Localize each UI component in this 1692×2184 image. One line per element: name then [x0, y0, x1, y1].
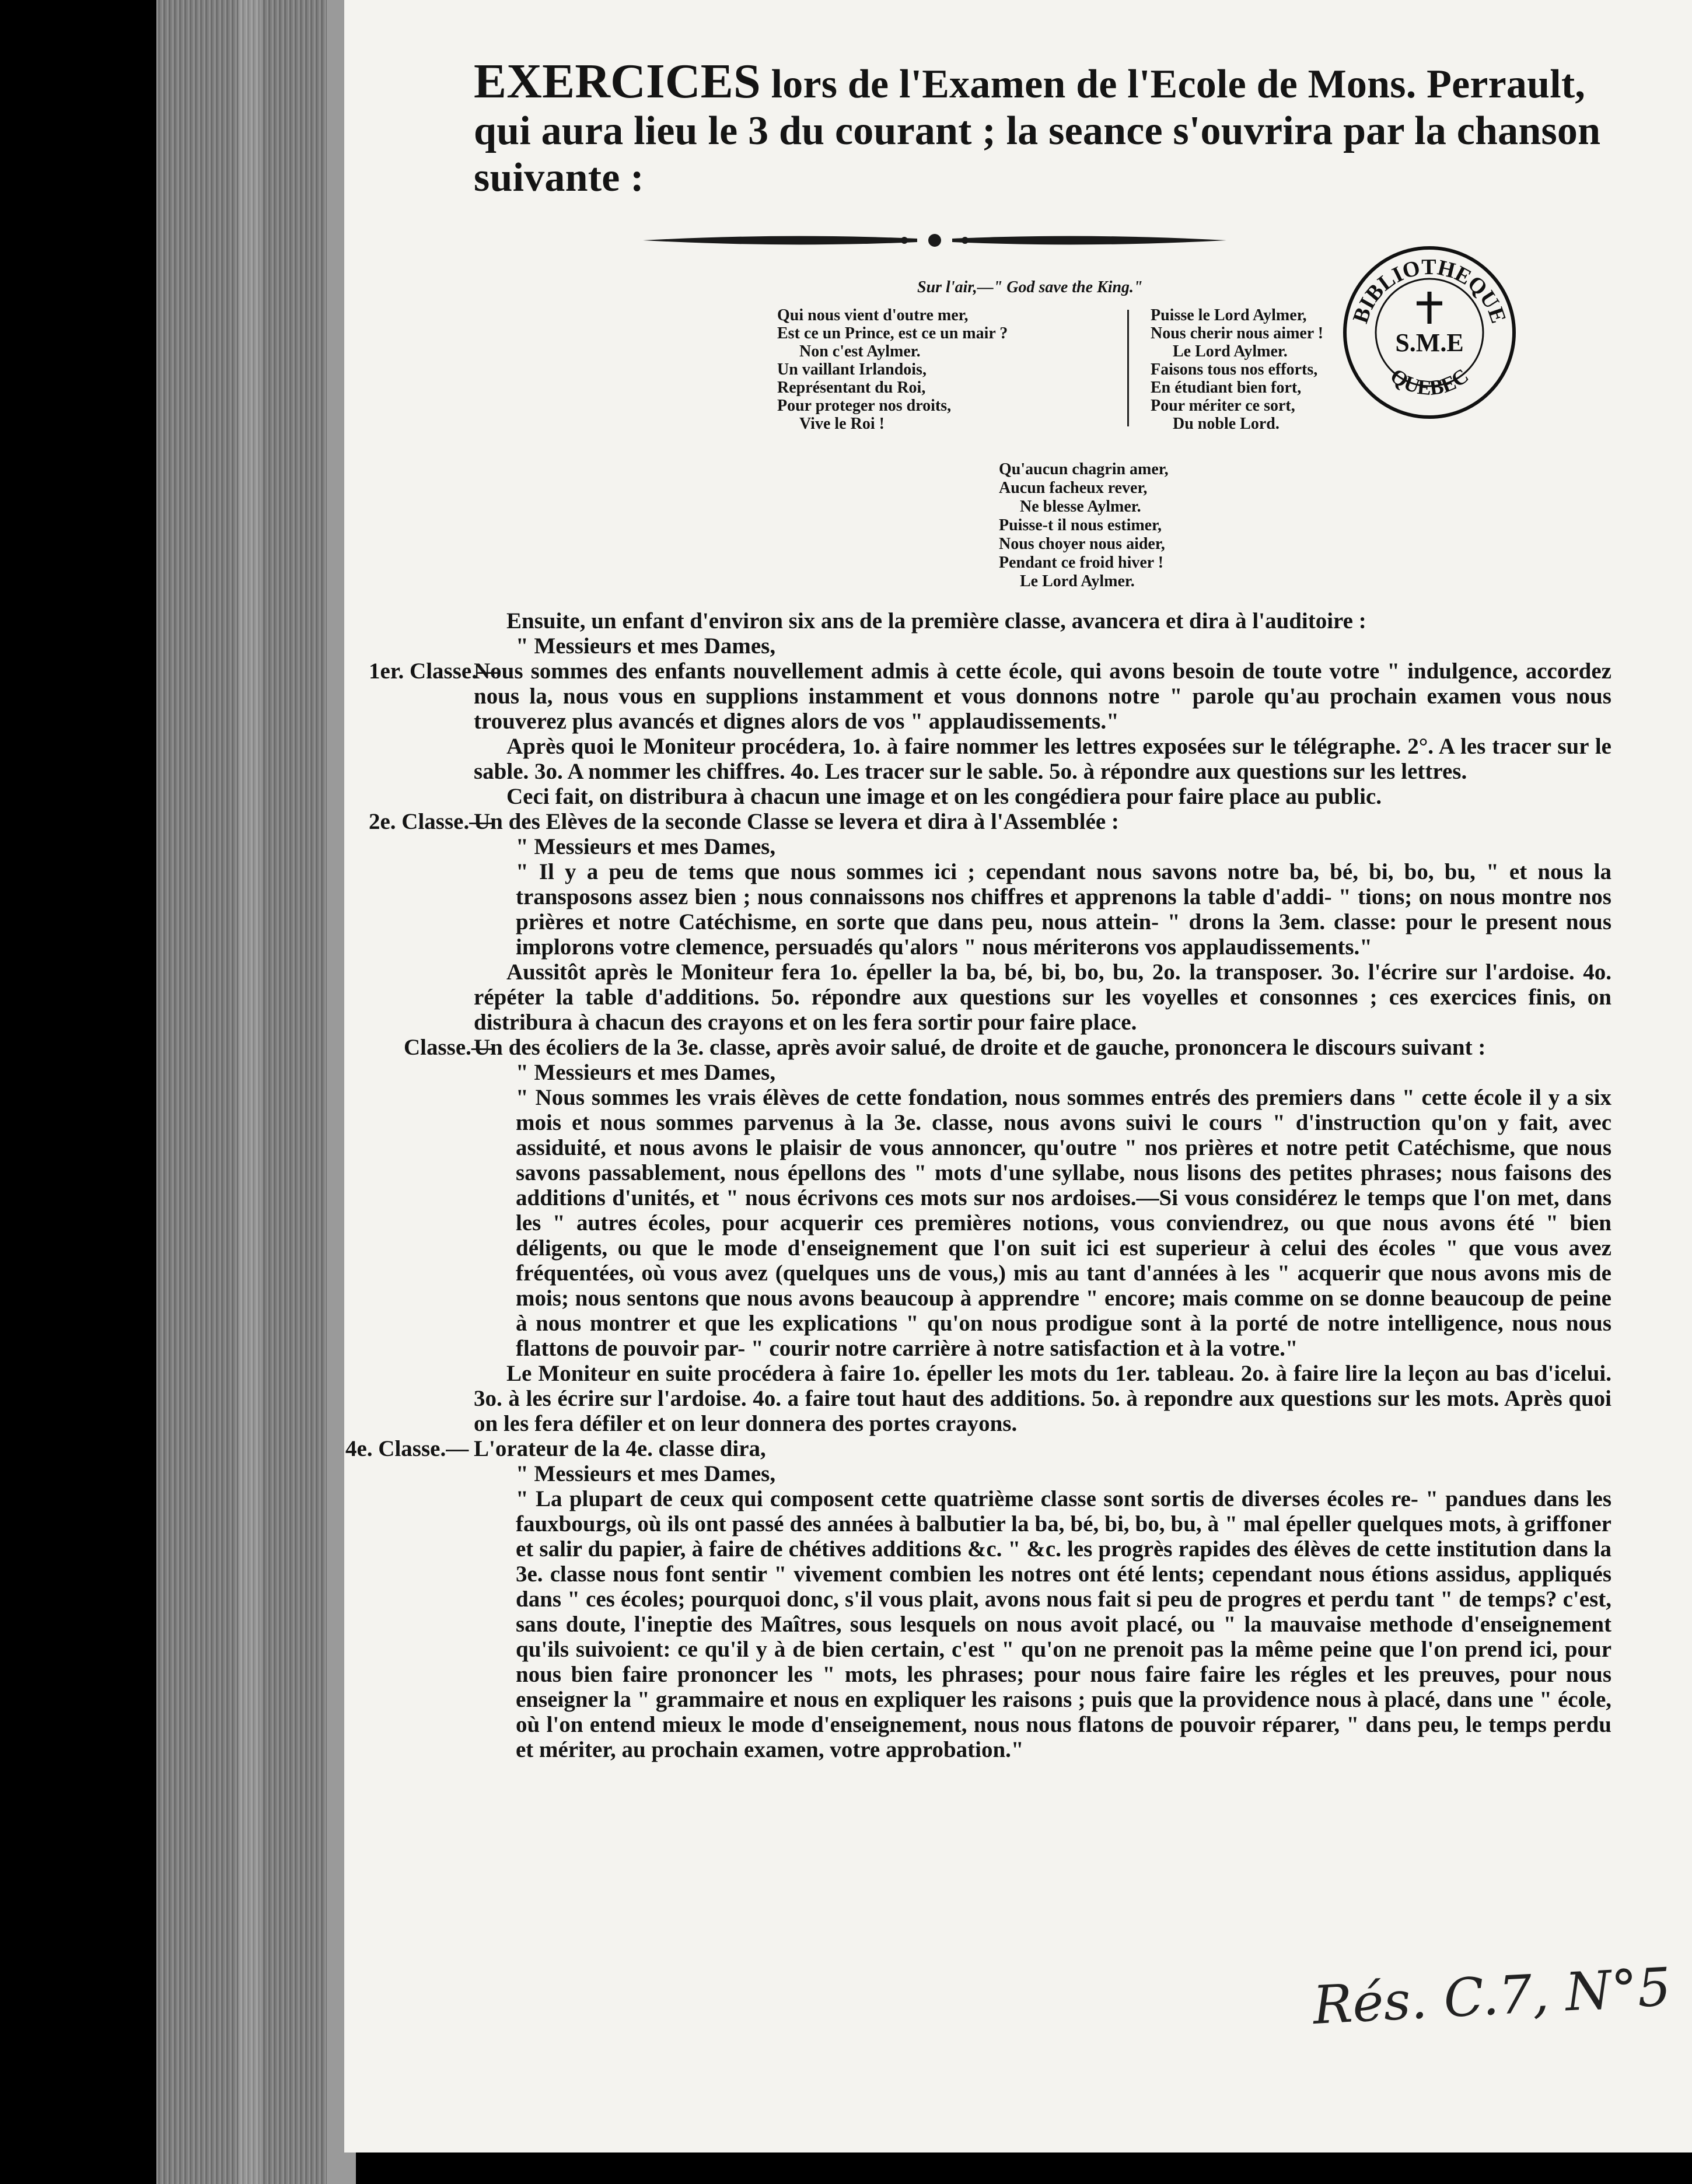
- stamp-bottom-text: QUEBEC: [1386, 363, 1473, 400]
- class-2-intro: [369, 809, 1611, 834]
- verse-line: Nous cherir nous aimer !: [1151, 324, 1324, 342]
- speech-opening: " Messieurs et mes Dames,: [516, 1461, 776, 1486]
- shelfmark: Rés. C.7, N°5: [1311, 1957, 1673, 2036]
- verse-line: Le Lord Aylmer.: [1173, 342, 1288, 360]
- stamp-center-text: S.M.E: [1395, 328, 1464, 357]
- class-3-intro-text: Un des écoliers de la 3e. classe, après avoir salué, de droite et de gauche, prononcera le discours suivant :: [474, 1035, 1486, 1060]
- speech-opening: " Messieurs et mes Dames,: [516, 834, 776, 859]
- verse-line: Est ce un Prince, est ce un mair ?: [777, 324, 1008, 342]
- library-stamp: [1342, 245, 1517, 420]
- verse-line: Ne blesse Aylmer.: [1020, 498, 1141, 516]
- verse-line: Le Lord Aylmer.: [1020, 572, 1135, 590]
- class-3-speech: " Nous sommes les vrais élèves de cette fondation, nous sommes entrés des premiers dans " cette école il y a six mois et nous sommes parvenus à la 3e. classe, nous avons suivi le cours " d'instruction qu'on y fait, avec assiduité, et nous avons le plaisir de vous annoncer, qu'outre " nos prières et notre petit Catéchisme, que nous savons passablement, nous épellons des " mots d'une syllabe, nous lisons des petites phrases; nous faisons des additions d'unités, et " nous écrivons ces mots sur nos ardoises.—Si vous considérez le temps que l'on met, dans les " autres écoles, pour acquerir ces premières notions, vous conviendrez, ou que nous avons été " bien déligents, ou que le mode d'enseignement que l'on suit ici est superieur à celui des écoles " que vous avez fréquentées, où vous avez (quelques uns de vous,) mis au tant d'années à les " acquerir que nous avons mis de mois; nous sentons que nous avons beaucoup à apprendre " encore; mais comme on se donne beaucoup de peine à nous montrer et que les explications " qu'on nous prodigue sont à la porté de notre intelligence, nous nous flattons de pouvoir par- " courir notre carrière à notre satisfaction et à la votre.": [516, 1085, 1611, 1361]
- class-4-intro-text: L'orateur de la 4e. classe dira,: [474, 1436, 766, 1461]
- song-air: Sur l'air,—" God save the King.": [917, 278, 1143, 296]
- verse-line: Puisse le Lord Aylmer,: [1151, 306, 1307, 324]
- song-verse-left: [777, 306, 1008, 433]
- verse-line: Vive le Roi !: [799, 415, 885, 433]
- book-spine: [156, 0, 343, 2184]
- speech-opening: " Messieurs et mes Dames,: [516, 634, 776, 659]
- ornament-rule-graphic: [637, 230, 1232, 250]
- verse-line: Aucun facheux rever,: [999, 479, 1148, 497]
- paragraph-moniteur-1: Après quoi le Moniteur procédera, 1o. à faire nommer les lettres exposées sur le télégraphe. 2°. A les tracer sur le sable. 3o. A nommer les chiffres. 4o. Les tracer sur le sable. 5o. à répondre aux questions sur les lettres.: [474, 734, 1611, 784]
- verse-line: Du noble Lord.: [1173, 415, 1280, 433]
- library-stamp-graphic: [1342, 245, 1517, 420]
- verse-line: Représentant du Roi,: [777, 379, 926, 397]
- heading-lead: EXERCICES: [474, 54, 761, 108]
- paragraph-moniteur-2: Aussitôt après le Moniteur fera 1o. épeller la ba, bé, bi, bo, bu, 2o. la transposer. 3o. l'écrire sur l'ardoise. 4o. répéter la table d'additions. 5o. répondre aux questions sur les voyelles et consonnes ; ces exercices finis, on distribura à chacun des crayons et on les fera sortir pour faire place.: [474, 960, 1611, 1035]
- class-2-speech: " Il y a peu de tems que nous sommes ici ; cependant nous savons notre ba, bé, bi, bo, bu, " et nous la transposons assez bien ; nous connaissons nos chiffres et apprenons la table d'addi- " tions; on nous montre nos prières et notre Catéchisme, en sorte que dans peu, nous attein- " drons la 3em. classe: pour le present nous implorons votre clemence, persuadés qu'alors " nous mériterons vos applaudissements.": [516, 859, 1611, 960]
- class-4-intro: [345, 1436, 1611, 1461]
- class-1-speech: [369, 659, 1611, 734]
- verse-line: En étudiant bien fort,: [1151, 379, 1302, 397]
- verse-line: Qu'aucun chagrin amer,: [999, 460, 1169, 478]
- song-verse-right: [1151, 306, 1323, 433]
- verse-line: Qui nous vient d'outre mer,: [777, 306, 969, 324]
- verse-line: Pour proteger nos droits,: [777, 397, 952, 415]
- verse-line: Pour mériter ce sort,: [1151, 397, 1295, 415]
- paragraph-moniteur-3: Le Moniteur en suite procédera à faire 1o. épeller les mots du 1er. tableau. 2o. à faire lire la leçon au bas d'icelui. 3o. à les écrire sur l'ardoise. 4o. a faire tout haut des additions. 5o. à repondre aux questions sur les mots. Après quoi on les fera défiler et on leur donnera des portes crayons.: [474, 1361, 1611, 1436]
- class-1-label: 1er. Classe.—: [369, 659, 500, 684]
- verse-divider: [1127, 310, 1129, 426]
- class-4-speech: " La plupart de ceux qui composent cette quatrième classe sont sortis de diverses écoles re- " pandues dans les fauxbourgs, où ils ont passé des années à balbutier la ba, bé, bi, bo, bu, à " mal épeller quelques mots, à griffoner et salir du papier, à faire de chétives additions &c. " &c. les progrès rapides des élèves de cette institution dans la 3e. classe nous font sentir " vivement combien les notres ont été lents; cependant nous étions assidus, appliqués dans " ces écoles; pourquoi donc, s'il vous plait, avons nous fait si peu de progres et perdu tant " de temps? c'est, sans doute, l'ineptie des Maîtres, sous lesquels on nous avoit placé, ou " la mauvaise methode d'enseignement qu'ils suivoient: ce qu'il y à de bien certain, c'est " qu'on ne prenoit pas la même peine que l'on prend ici, pour nous bien faire prononcer les " mots, les phrases; pour nous faire faire les régles et les preuves, pour nous enseigner la " grammaire et nous en expliquer les raisons ; puis que la providence nous à placé, dans une " école, où l'on entend mieux le mode d'enseignement, nous nous flatons de pouvoir réparer, " dans peu, le temps perdu et mériter, au prochain examen, votre approbation.": [516, 1486, 1611, 1762]
- class-1-speech-text: Nous sommes des enfants nouvellement admis à cette école, qui avons besoin de toute votre " indulgence, accordez nous la, nous vous en supplions instamment et vous donnons notre " parole qu'au prochain examen vous nous trouverez plus avancés et dignes alors de vos " applaudissements.": [474, 659, 1611, 734]
- speech-opening: " Messieurs et mes Dames,: [516, 1060, 776, 1085]
- verse-line: Faisons tous nos efforts,: [1151, 360, 1318, 379]
- ornament-rule: [637, 230, 1232, 250]
- paragraph-distribution-1: Ceci fait, on distribura à chacun une image et on les congédiera pour faire place au public.: [506, 784, 1382, 809]
- paragraph-intro: Ensuite, un enfant d'environ six ans de la première classe, avancera et dira à l'auditoire :: [506, 608, 1366, 634]
- svg-text:QUEBEC: [1386, 364, 1473, 400]
- verse-line: Non c'est Aylmer.: [799, 342, 921, 360]
- song-verse-center: [999, 460, 1611, 591]
- heading-rest: lors de l'Examen de l'Ecole de Mons. Perrault, qui aura lieu le 3 du courant ; la seance s'ouvrira par la chanson suivante :: [474, 62, 1601, 200]
- stamp-top-text: BIBLIOTHEQUE: [1348, 254, 1511, 327]
- class-3-label: Classe.—: [404, 1035, 494, 1060]
- document-body: [345, 608, 1611, 1762]
- document-heading: [474, 54, 1611, 201]
- class-2-intro-text: Un des Elèves de la seconde Classe se levera et dira à l'Assemblée :: [474, 809, 1119, 834]
- class-4-label: 4e. Classe.—: [345, 1436, 469, 1461]
- verse-line: Pendant ce froid hiver !: [999, 554, 1164, 572]
- class-2-label: 2e. Classe.—: [369, 809, 492, 834]
- verse-line: Nous choyer nous aider,: [999, 535, 1165, 553]
- class-3-intro: [404, 1035, 1611, 1060]
- verse-line: Un vaillant Irlandois,: [777, 360, 927, 379]
- verse-line: Puisse-t il nous estimer,: [999, 516, 1162, 534]
